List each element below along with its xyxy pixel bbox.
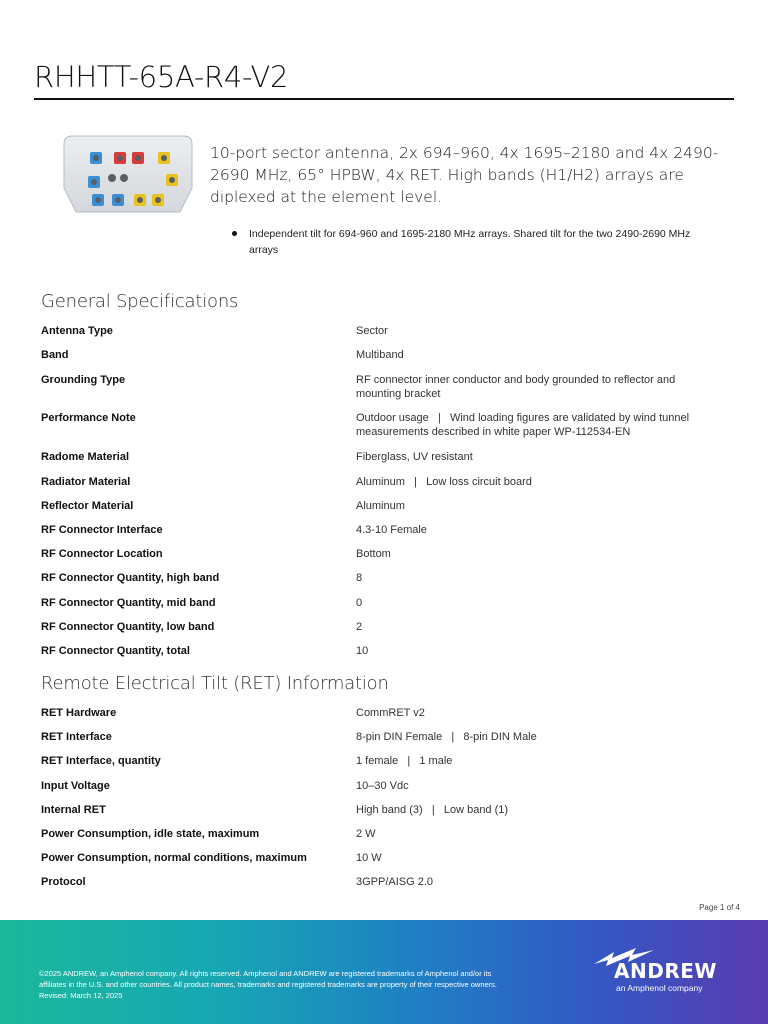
spec-row: [41, 348, 731, 373]
spec-value: RF connector inner conductor and body grounded to reflector and mounting bracket: [356, 374, 676, 400]
spec-value: Aluminum: [356, 500, 405, 512]
spec-row: [41, 523, 731, 547]
footer-banner: [0, 920, 768, 1024]
section-heading-ret: Remote Electrical Tilt (RET) Information: [41, 673, 389, 694]
spec-row: [41, 475, 731, 499]
logo-tagline: an Amphenol company: [616, 983, 703, 993]
spec-value: 0: [356, 597, 363, 609]
andrew-logo: [590, 946, 730, 996]
spec-label: Grounding Type: [41, 374, 126, 386]
spec-label: Input Voltage: [41, 780, 110, 792]
footer-legal-line: affiliates in the U.S. and other countries. All product names, trademarks and registered trademarks are property of their respective owners.: [39, 980, 498, 989]
spec-row: [41, 324, 731, 348]
spec-value: 10 W: [356, 852, 382, 864]
spec-label: RET Hardware: [41, 707, 117, 719]
spec-label: Internal RET: [41, 804, 106, 816]
spec-value: High band (3) | Low band (1): [356, 804, 509, 816]
spec-label: RF Connector Quantity, high band: [41, 572, 220, 584]
spec-value: Outdoor usage | Wind loading figures are validated by wind tunnel measurements described in white paper WP-112534-EN: [356, 412, 693, 438]
spec-row: [41, 620, 731, 644]
spec-value: Aluminum | Low loss circuit board: [356, 476, 532, 488]
spec-label: RF Connector Interface: [41, 524, 163, 536]
spec-row: [41, 706, 731, 730]
spec-row: [41, 730, 731, 754]
footer-legal: [39, 968, 579, 1001]
spec-value: 2 W: [356, 828, 376, 840]
bullet-text: Independent tilt for 694-960 and 1695-2180 MHz arrays. Shared tilt for the two 2490-2690 MHz arrays: [249, 228, 691, 256]
spec-value: Multiband: [356, 349, 404, 361]
spec-row: [41, 547, 731, 571]
section-heading-general: General Specifications: [41, 291, 239, 312]
spec-label: Radome Material: [41, 451, 130, 463]
spec-row: [41, 596, 731, 620]
spec-value: 2: [356, 621, 363, 633]
product-intro: 10-port sector antenna, 2x 694–960, 4x 1695–2180 and 4x 2490-2690 MHz, 65° HPBW, 4x RET. High bands (H1/H2) arrays are diplexed at the element level.: [210, 144, 719, 206]
bullet-item: [232, 226, 722, 258]
spec-row: [41, 827, 731, 851]
spec-label: RF Connector Quantity, total: [41, 645, 190, 657]
spec-label: Band: [41, 349, 69, 361]
spec-value: 1 female | 1 male: [356, 755, 453, 767]
spec-row: [41, 450, 731, 475]
spec-row: [41, 499, 731, 523]
spec-label: Reflector Material: [41, 500, 134, 512]
spec-value: 8-pin DIN Female | 8-pin DIN Male: [356, 731, 537, 743]
spec-label: RF Connector Location: [41, 548, 163, 560]
spec-value: Sector: [356, 325, 388, 337]
logo-wordmark: ANDREW: [614, 959, 717, 983]
general-spec-table: [41, 324, 731, 668]
spec-label: Power Consumption, normal conditions, maximum: [41, 852, 307, 864]
ret-spec-table: [41, 706, 731, 899]
spec-value: CommRET v2: [356, 707, 425, 719]
spec-row: [41, 754, 731, 779]
feature-bullets: [232, 226, 722, 258]
spec-row: [41, 875, 731, 899]
spec-row: [41, 411, 731, 450]
spec-row: [41, 644, 731, 668]
spec-value: 4.3-10 Female: [356, 524, 427, 536]
title-rule: [34, 98, 734, 100]
spec-label: Radiator Material: [41, 476, 131, 488]
page-number: Page 1 of 4: [699, 903, 740, 912]
spec-label: RF Connector Quantity, mid band: [41, 597, 216, 609]
spec-row: [41, 851, 731, 875]
spec-value: 10–30 Vdc: [356, 780, 409, 792]
spec-label: RET Interface: [41, 731, 112, 743]
footer-legal-line: ©2025 ANDREW, an Amphenol company. All rights reserved. Amphenol and ANDREW are registered trademarks of Amphenol and/or its: [39, 969, 492, 978]
spec-value: Bottom: [356, 548, 391, 560]
spec-label: Power Consumption, idle state, maximum: [41, 828, 260, 840]
antenna-connector-panel-image: [62, 128, 194, 216]
footer-revised-date: Revised: March 12, 2025: [39, 991, 123, 1000]
spec-value: 8: [356, 572, 363, 584]
page-title: RHHTT-65A-R4-V2: [34, 60, 289, 94]
spec-row: [41, 803, 731, 827]
spec-value: 3GPP/AISG 2.0: [356, 876, 434, 888]
spec-label: RF Connector Quantity, low band: [41, 621, 215, 633]
spec-row: [41, 779, 731, 803]
spec-label: RET Interface, quantity: [41, 755, 161, 767]
spec-value: Fiberglass, UV resistant: [356, 451, 473, 463]
spec-label: Protocol: [41, 876, 86, 888]
spec-row: [41, 373, 731, 411]
bullet-dot-icon: [232, 231, 237, 236]
spec-row: [41, 571, 731, 596]
spec-label: Antenna Type: [41, 325, 113, 337]
spec-label: Performance Note: [41, 412, 136, 424]
spec-value: 10: [356, 645, 369, 657]
